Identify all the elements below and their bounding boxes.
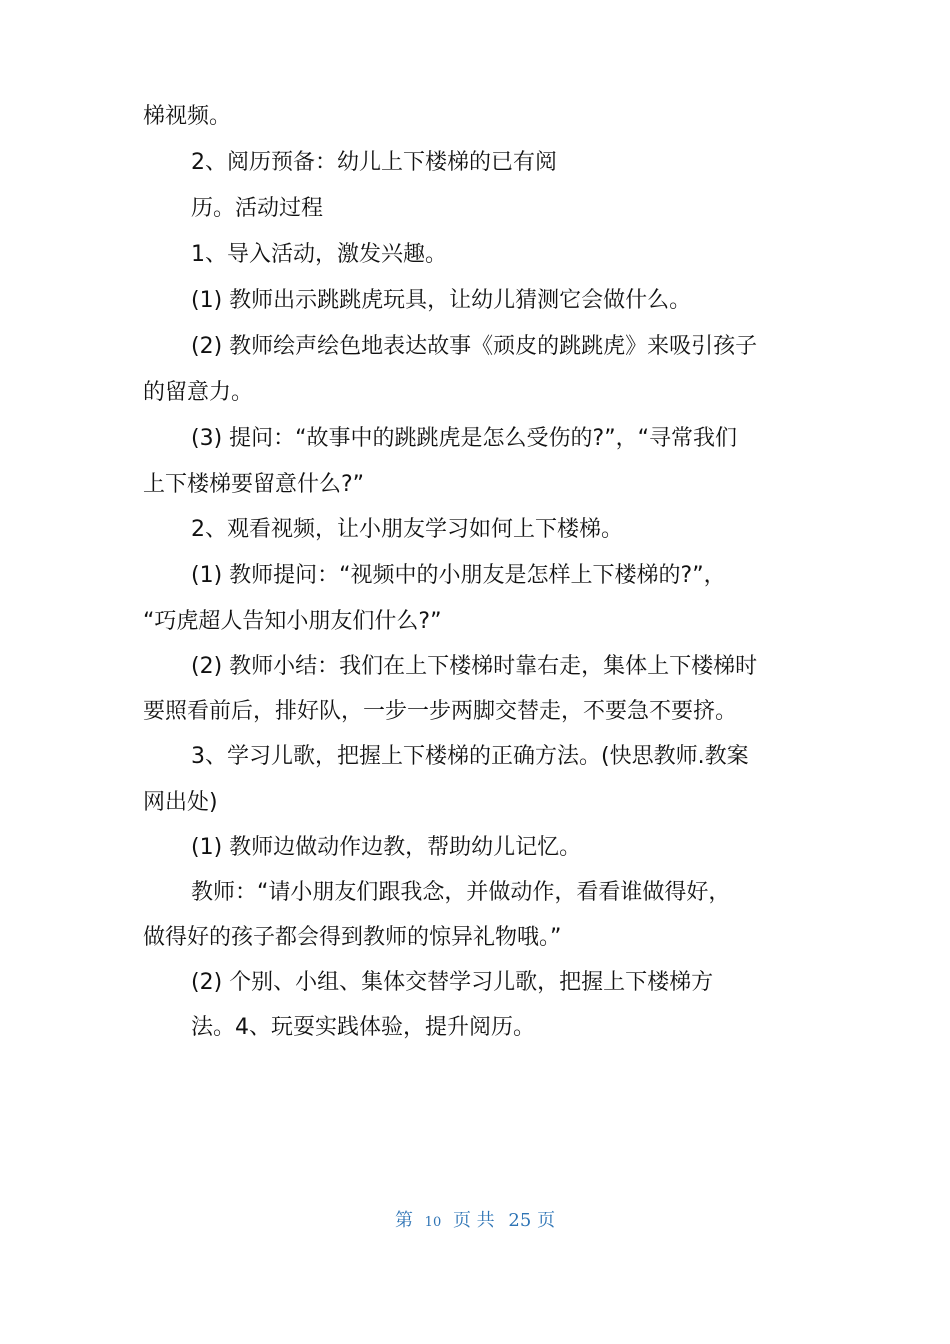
text-line: “巧虎超人告知小朋友们什么?” xyxy=(143,609,442,634)
text-line: 的留意力。 xyxy=(143,380,254,405)
text-line: 历。活动过程 xyxy=(191,196,324,221)
total-pages-number: 25 xyxy=(508,1210,532,1231)
text-line: 2、观看视频，让小朋友学习如何上下楼梯。 xyxy=(191,517,623,542)
text-line: 要照看前后，排好队，一步一步两脚交替走，不要急不要挤。 xyxy=(143,699,738,724)
text-line: 上下楼梯要留意什么?” xyxy=(143,472,365,497)
text-line: (2) 教师小结：我们在上下楼梯时靠右走，集体上下楼梯时 xyxy=(191,654,758,679)
text-line: (2) 个别、小组、集体交替学习儿歌，把握上下楼梯方 xyxy=(191,970,714,995)
current-page-number: 10 xyxy=(424,1215,442,1230)
text-line: 2、阅历预备：幼儿上下楼梯的已有阅 xyxy=(191,150,557,175)
text-line: (2) 教师绘声绘色地表达故事《顽皮的跳跳虎》来吸引孩子 xyxy=(191,334,758,359)
text-line: 梯视频。 xyxy=(143,104,232,129)
text-line: 网出处) xyxy=(143,790,218,815)
text-line: 法。4、玩耍实践体验，提升阅历。 xyxy=(191,1015,535,1040)
text-line: 教师：“请小朋友们跟我念，并做动作，看看谁做得好， xyxy=(191,880,731,905)
footer-middle: 页 共 xyxy=(452,1210,495,1231)
text-line: 做得好的孩子都会得到教师的惊异礼物哦。” xyxy=(143,925,562,950)
text-line: (1) 教师出示跳跳虎玩具，让幼儿猜测它会做什么。 xyxy=(191,288,692,313)
text-line: (1) 教师边做动作边教，帮助幼儿记忆。 xyxy=(191,835,582,860)
text-line: (1) 教师提问：“视频中的小朋友是怎样上下楼梯的?”， xyxy=(191,563,726,588)
text-line: (3) 提问：“故事中的跳跳虎是怎么受伤的?”，“寻常我们 xyxy=(191,426,738,451)
footer-suffix: 页 xyxy=(537,1210,556,1231)
text-line: 3、学习儿歌，把握上下楼梯的正确方法。(快思教师.教案 xyxy=(191,744,749,769)
footer-prefix: 第 xyxy=(394,1210,413,1231)
page-footer xyxy=(0,1206,950,1232)
text-line: 1、导入活动，激发兴趣。 xyxy=(191,242,447,267)
